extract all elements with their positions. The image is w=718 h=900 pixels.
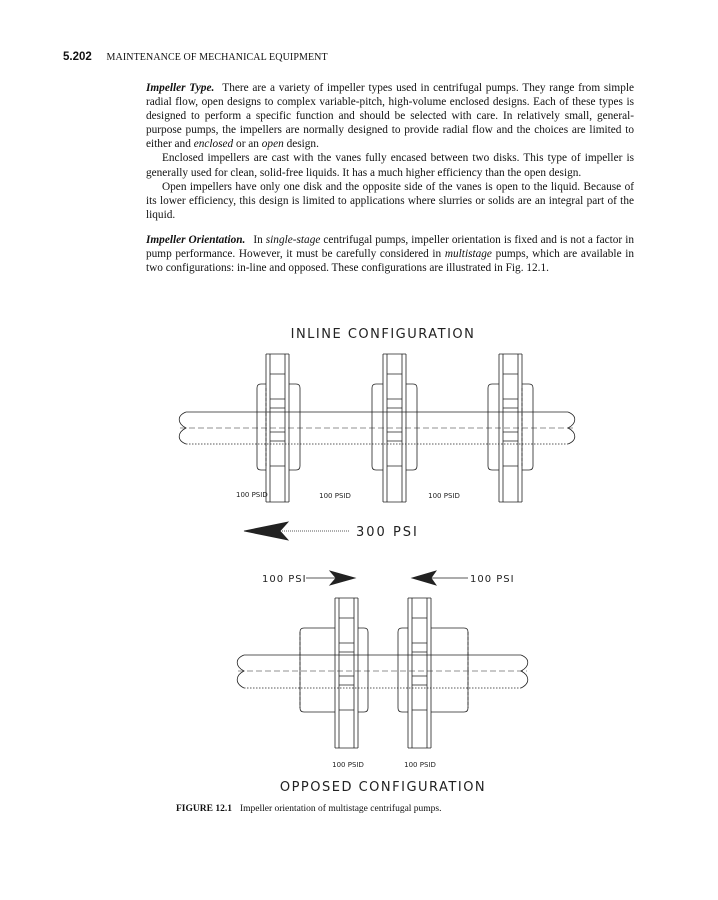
orientation-t2: centrifugal pumps, impeller orientation is fixed and is not a factor in pump performance. However, it must be carefully considered in [146, 233, 634, 261]
arrow-left [412, 571, 468, 585]
opposed-right-psi: 100 PSI [470, 574, 515, 585]
running-title: MAINTENANCE OF MECHANICAL EQUIPMENT [106, 52, 328, 63]
inline-title: INLINE CONFIGURATION [290, 327, 476, 342]
caption-text: Impeller orientation of multistage centrifugal pumps. [239, 804, 442, 814]
paragraph-open: Open impellers have only one disk and the opposite side of the vanes is open to the liquid. Because of its lower efficiency, this design is limited to applications where slurries or solids are an integral part of the liquid. [146, 180, 634, 221]
em-enclosed: enclosed [193, 138, 234, 151]
arrow-right [306, 571, 355, 585]
heading-impeller-orientation: Impeller Orientation. [146, 233, 246, 246]
impeller-type-p1: There are a variety of impeller types used in centrifugal pumps. They range from simple radial flow, open designs to complex variable-pitch, high-volume enclosed designs. Each of these types is designed to perform a specific function and should be selected with care. In relatively small, general-purpose pumps, the impellers are normally designed to provide radial flow and the choices are limited to either and [146, 82, 635, 151]
page-number: 5.202 [63, 51, 92, 63]
impeller-type-p1-end: design. [286, 138, 319, 151]
em-single-stage: single-stage [265, 233, 321, 246]
opposed-left-psi: 100 PSI [262, 574, 307, 585]
em-open: open [261, 138, 284, 151]
orientation-t3: pumps, which are available in two configurations: in-line and opposed. These configurations are illustrated in Fig. 12.1. [146, 248, 635, 275]
paragraph-enclosed: Enclosed impellers are cast with the vanes fully encased between two disks. This type of impeller is generally used for clean, solid-free liquids. It has a much higher efficiency than the open design. [146, 152, 634, 179]
caption-number: FIGURE 12.1 [176, 804, 232, 814]
total-thrust-label: 300 PSI [356, 525, 419, 540]
inline-shaft [179, 412, 575, 444]
impeller-type-p1-mid: or an [236, 138, 259, 151]
opposed-impeller-2 [398, 598, 468, 748]
inline-psid-1: 100 PSID [236, 491, 268, 499]
opposed-impeller-1 [300, 598, 368, 748]
inline-psid-2: 100 PSID [319, 492, 351, 500]
em-multistage: multistage [444, 248, 492, 261]
heading-impeller-type: Impeller Type. [146, 82, 215, 94]
figure-caption [176, 804, 442, 814]
inline-psid-3: 100 PSID [428, 492, 460, 500]
orientation-t1: In [253, 233, 263, 246]
opposed-psid-2: 100 PSID [404, 761, 436, 769]
opposed-shaft [237, 655, 528, 688]
thrust-arrow-left [244, 522, 350, 540]
opposed-psid-1: 100 PSID [332, 761, 364, 769]
opposed-title: OPPOSED CONFIGURATION [279, 780, 487, 795]
